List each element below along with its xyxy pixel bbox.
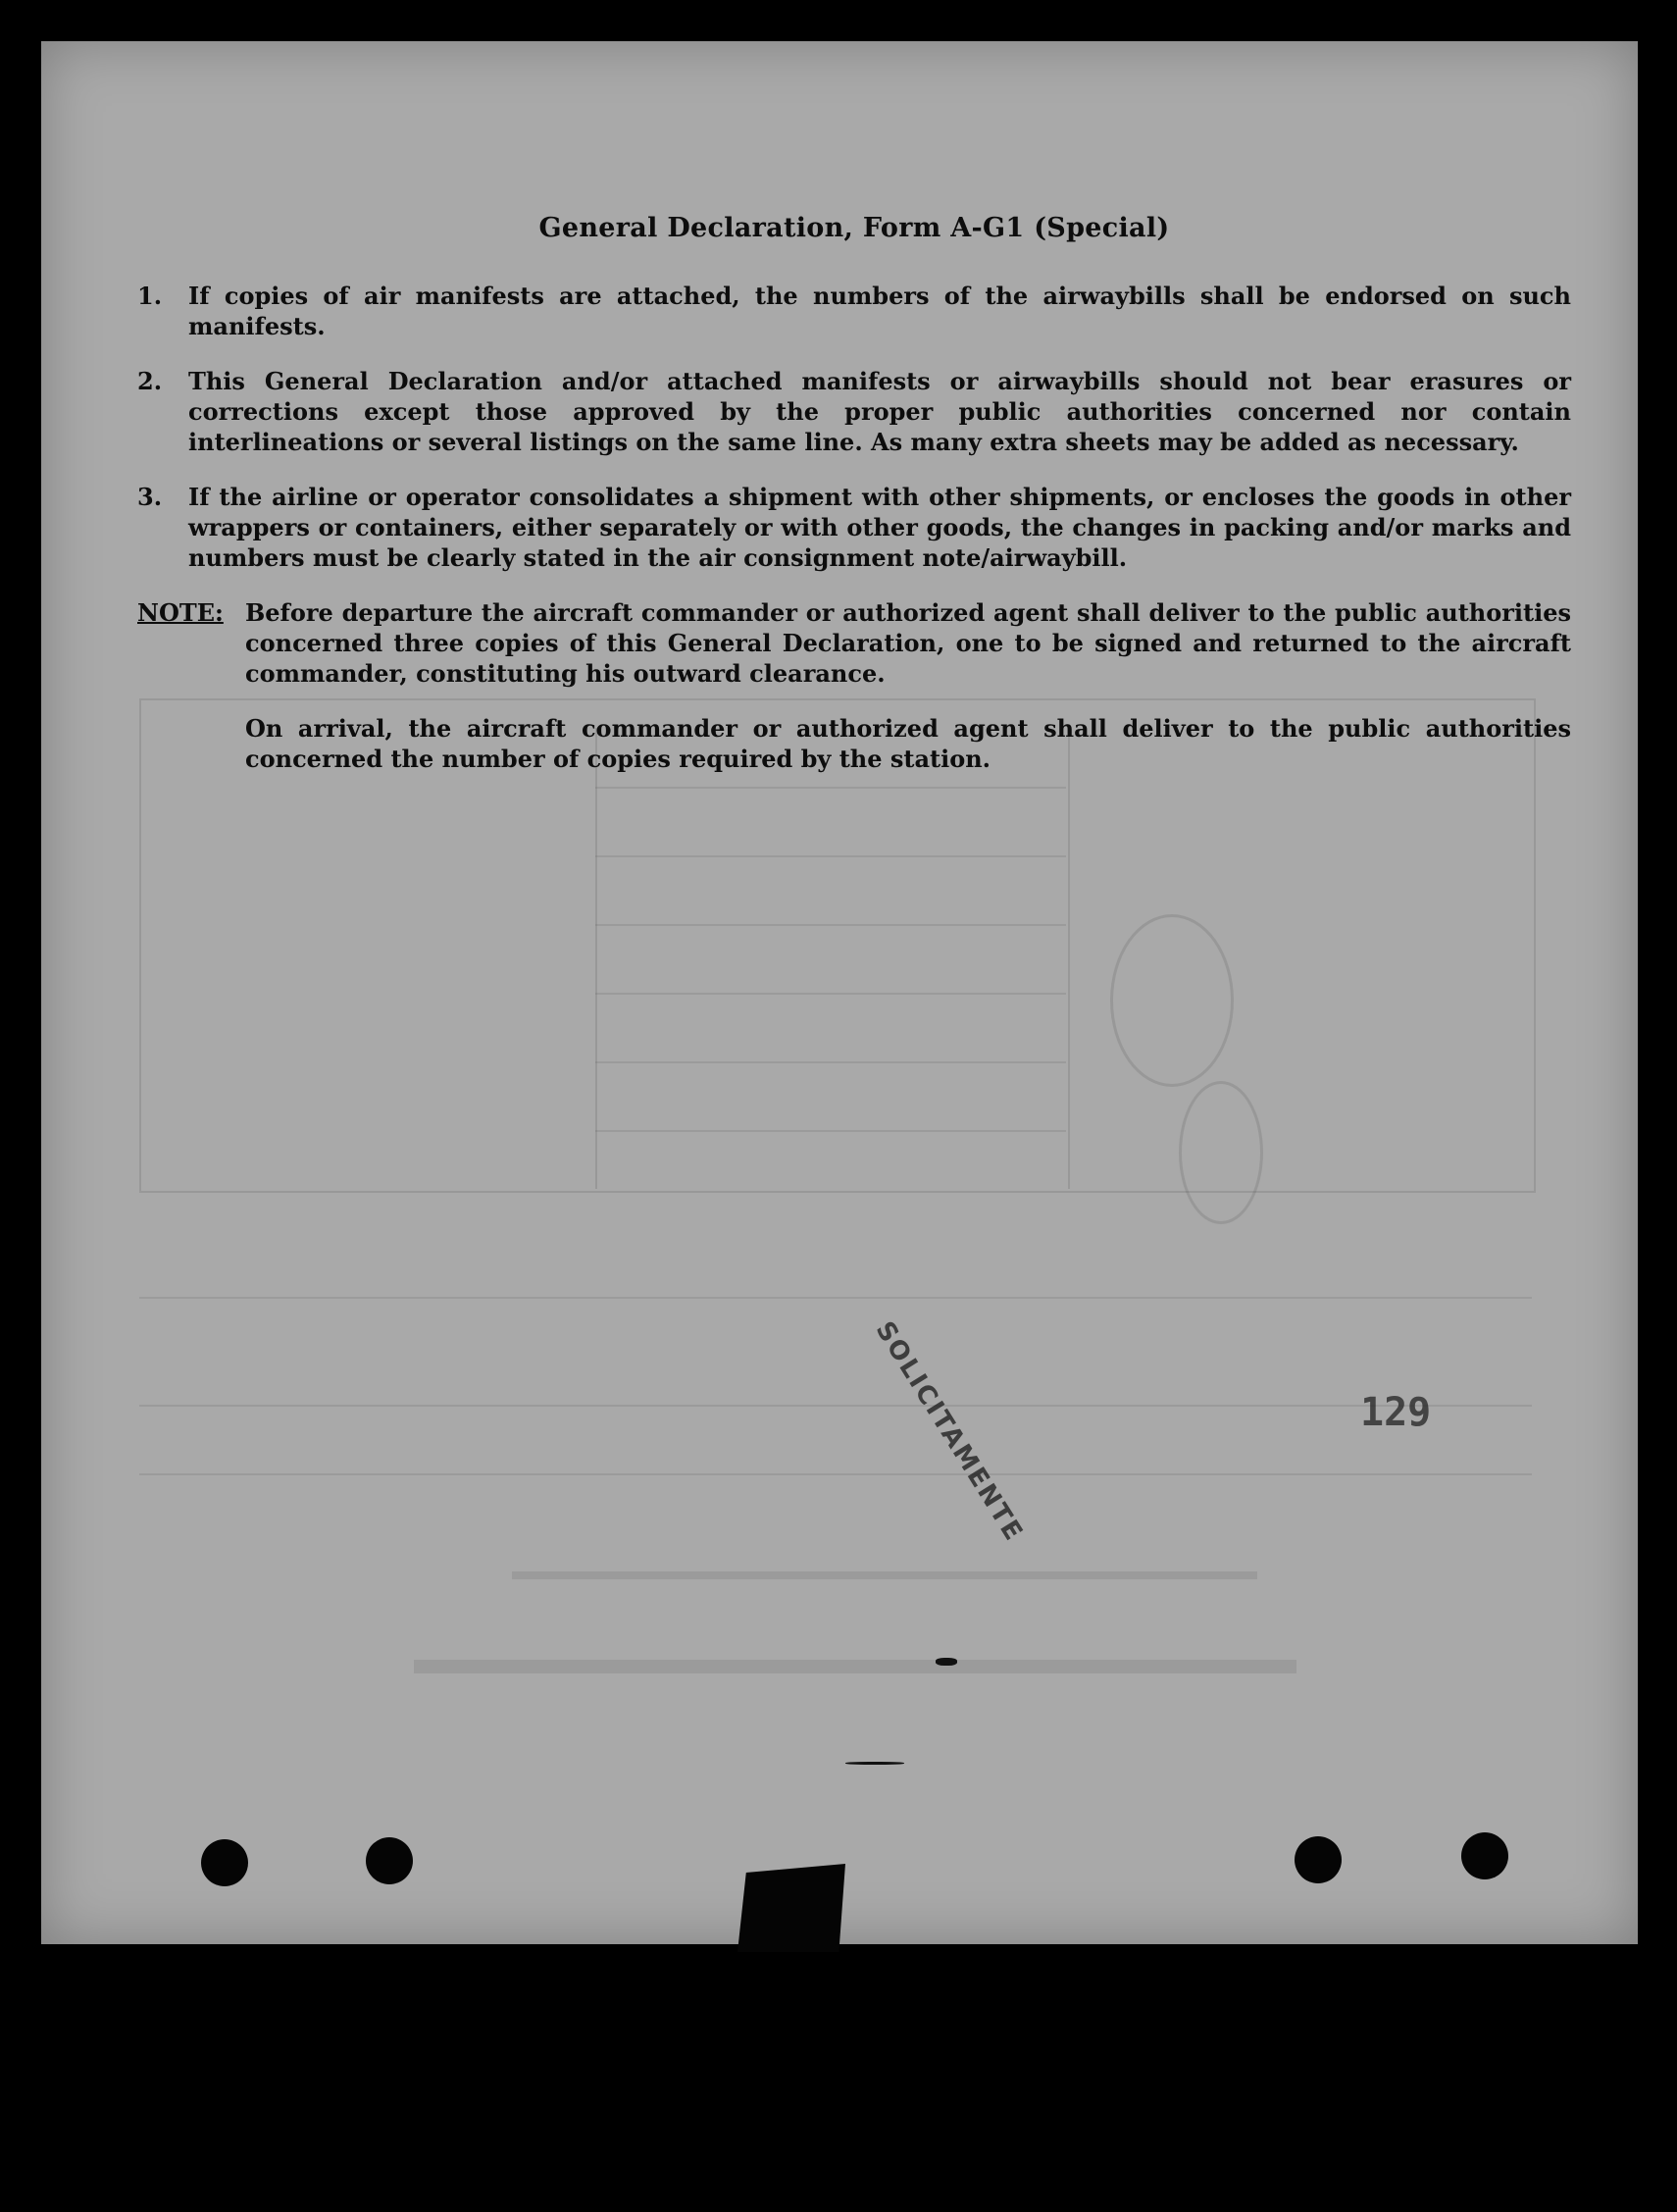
bleed-through-signature <box>1179 1081 1263 1224</box>
instruction-item <box>137 482 1571 573</box>
document-page <box>41 41 1638 1944</box>
bleed-through-rule <box>139 1473 1532 1475</box>
item-number: 1. <box>137 282 163 310</box>
item-text: If the airline or operator consolidates a shipment with other shipments, or encloses the goods in other wrappers or containers, either separately or with other goods, the changes in packing and/or marks and numbers must be clearly stated in the air consignment note/airwaybill. <box>188 483 1571 572</box>
punch-hole <box>1295 1836 1342 1883</box>
binding-tab <box>737 1864 845 1952</box>
bleed-through-rule <box>414 1660 1296 1673</box>
item-number: 3. <box>137 483 163 511</box>
rubber-stamp: SOLICITAMENTE <box>869 1316 1030 1548</box>
note-label: NOTE: <box>137 598 224 627</box>
bleed-through-rule <box>139 1297 1532 1299</box>
punch-hole <box>366 1837 413 1884</box>
ink-speck <box>845 1762 904 1765</box>
punch-hole <box>201 1839 248 1886</box>
instruction-item <box>137 366 1571 457</box>
item-number: 2. <box>137 367 163 395</box>
note-paragraph: Before departure the aircraft commander or authorized agent shall deliver to the public authorities concerned three copies of this General Declaration, one to be signed and returned to the aircraft commander, constituting his outward clearance. <box>245 598 1571 688</box>
bleed-through-rule <box>512 1571 1257 1579</box>
ink-speck <box>936 1658 957 1666</box>
item-text: If copies of air manifests are attached, the numbers of the airwaybills shall be endorsed on such manifests. <box>188 282 1571 340</box>
form-title: General Declaration, Form A-G1 (Special) <box>538 213 1170 243</box>
note-paragraph: On arrival, the aircraft commander or authorized agent shall deliver to the public authorities concerned the number of copies required by the station. <box>245 714 1571 773</box>
note-block <box>137 597 1571 689</box>
declaration-instructions <box>137 213 1571 774</box>
bleed-through-heading <box>443 139 853 174</box>
page-number: 129 <box>1360 1390 1432 1435</box>
bleed-through-signature <box>1110 914 1234 1087</box>
punch-hole <box>1461 1832 1508 1879</box>
bleed-through-rule <box>139 1405 1532 1407</box>
bleed-through-column <box>595 728 1070 1189</box>
item-text: This General Declaration and/or attached manifests or airwaybills should not bear erasures or corrections except those approved by the proper public authorities concerned nor contain interlineations or several listings on the same line. As many extra sheets may be added as necessary. <box>188 367 1571 456</box>
instruction-item <box>137 281 1571 341</box>
